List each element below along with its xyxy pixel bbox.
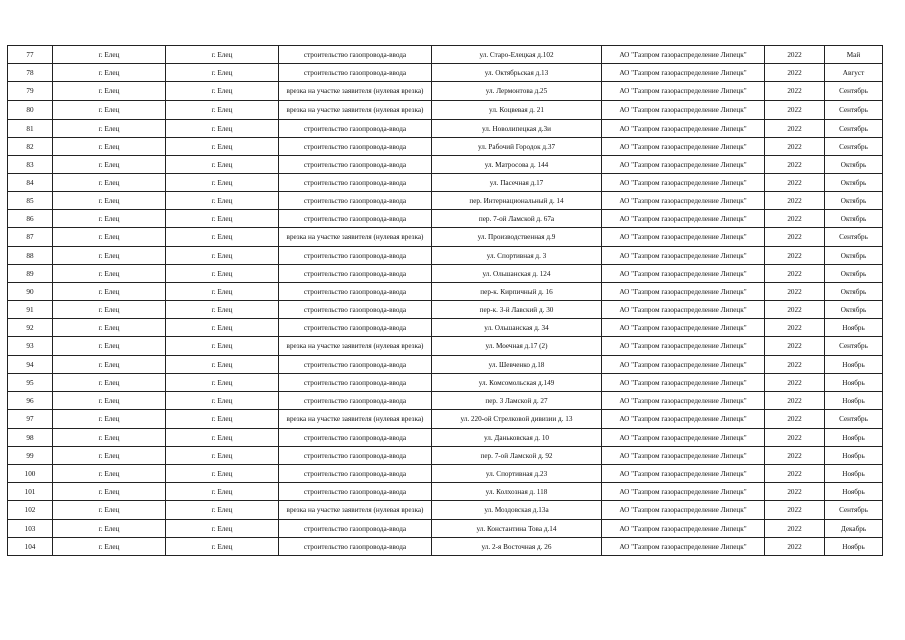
table-row [8, 356, 883, 374]
year-cell: 2022 [765, 156, 825, 174]
year-cell: 2022 [765, 192, 825, 210]
organization-cell: АО "Газпром газораспределение Липецк" [602, 283, 765, 301]
table-row [8, 120, 883, 138]
work-type-cell: строительство газопровода-ввода [279, 374, 432, 392]
table-row [8, 64, 883, 82]
row-number-cell: 78 [8, 64, 53, 82]
district-cell: г. Елец [53, 410, 166, 429]
month-cell: Ноябрь [825, 465, 883, 483]
organization-cell: АО "Газпром газораспределение Липецк" [602, 247, 765, 265]
address-cell: ул. Коцвевая д. 21 [432, 101, 602, 120]
table-row [8, 283, 883, 301]
address-cell: ул. Новолипецкая д.3и [432, 120, 602, 138]
locality-cell: г. Елец [166, 156, 279, 174]
work-type-cell: строительство газопровода-ввода [279, 520, 432, 538]
district-cell: г. Елец [53, 265, 166, 283]
organization-cell: АО "Газпром газораспределение Липецк" [602, 101, 765, 120]
address-cell: ул. Спортивная д. 3 [432, 247, 602, 265]
month-cell: Октябрь [825, 247, 883, 265]
address-cell: ул. Ольшанская д. 34 [432, 319, 602, 337]
work-type-cell: строительство газопровода-ввода [279, 265, 432, 283]
organization-cell: АО "Газпром газораспределение Липецк" [602, 210, 765, 228]
district-cell: г. Елец [53, 374, 166, 392]
table-row [8, 483, 883, 501]
month-cell: Ноябрь [825, 356, 883, 374]
work-type-cell: строительство газопровода-ввода [279, 538, 432, 556]
locality-cell: г. Елец [166, 392, 279, 410]
row-number-cell: 97 [8, 410, 53, 429]
address-cell: ул. Колхозная д. 118 [432, 483, 602, 501]
month-cell: Ноябрь [825, 483, 883, 501]
district-cell: г. Елец [53, 392, 166, 410]
year-cell: 2022 [765, 210, 825, 228]
month-cell: Ноябрь [825, 429, 883, 447]
year-cell: 2022 [765, 465, 825, 483]
locality-cell: г. Елец [166, 501, 279, 520]
address-cell: ул. 220-ой Стрелковой дивизии д. 13 [432, 410, 602, 429]
locality-cell: г. Елец [166, 247, 279, 265]
locality-cell: г. Елец [166, 228, 279, 247]
work-type-cell: строительство газопровода-ввода [279, 356, 432, 374]
year-cell: 2022 [765, 82, 825, 101]
address-cell: ул. Матросова д. 144 [432, 156, 602, 174]
year-cell: 2022 [765, 228, 825, 247]
organization-cell: АО "Газпром газораспределение Липецк" [602, 538, 765, 556]
district-cell: г. Елец [53, 283, 166, 301]
work-type-cell: строительство газопровода-ввода [279, 46, 432, 64]
year-cell: 2022 [765, 247, 825, 265]
address-cell: ул. Спортивная д.23 [432, 465, 602, 483]
year-cell: 2022 [765, 301, 825, 319]
address-cell: ул. Даньковская д. 10 [432, 429, 602, 447]
row-number-cell: 79 [8, 82, 53, 101]
table-row [8, 538, 883, 556]
organization-cell: АО "Газпром газораспределение Липецк" [602, 319, 765, 337]
table-row [8, 210, 883, 228]
table-row [8, 319, 883, 337]
table-row [8, 337, 883, 356]
row-number-cell: 99 [8, 447, 53, 465]
address-cell: ул. Производственная д.9 [432, 228, 602, 247]
work-type-cell: строительство газопровода-ввода [279, 138, 432, 156]
year-cell: 2022 [765, 138, 825, 156]
row-number-cell: 96 [8, 392, 53, 410]
address-cell: ул. Октябрьская д.13 [432, 64, 602, 82]
work-type-cell: врезка на участке заявителя (нулевая врезка) [279, 501, 432, 520]
address-cell: ул. Моздовская д.13а [432, 501, 602, 520]
organization-cell: АО "Газпром газораспределение Липецк" [602, 228, 765, 247]
locality-cell: г. Елец [166, 538, 279, 556]
works-table [7, 45, 883, 556]
locality-cell: г. Елец [166, 520, 279, 538]
year-cell: 2022 [765, 101, 825, 120]
district-cell: г. Елец [53, 156, 166, 174]
table-row [8, 228, 883, 247]
row-number-cell: 84 [8, 174, 53, 192]
locality-cell: г. Елец [166, 337, 279, 356]
locality-cell: г. Елец [166, 265, 279, 283]
year-cell: 2022 [765, 538, 825, 556]
work-type-cell: строительство газопровода-ввода [279, 247, 432, 265]
year-cell: 2022 [765, 356, 825, 374]
table-row [8, 410, 883, 429]
month-cell: Сентябрь [825, 410, 883, 429]
work-type-cell: строительство газопровода-ввода [279, 174, 432, 192]
work-type-cell: врезка на участке заявителя (нулевая врезка) [279, 101, 432, 120]
organization-cell: АО "Газпром газораспределение Липецк" [602, 410, 765, 429]
work-type-cell: строительство газопровода-ввода [279, 429, 432, 447]
row-number-cell: 80 [8, 101, 53, 120]
year-cell: 2022 [765, 501, 825, 520]
month-cell: Октябрь [825, 265, 883, 283]
locality-cell: г. Елец [166, 465, 279, 483]
row-number-cell: 88 [8, 247, 53, 265]
district-cell: г. Елец [53, 447, 166, 465]
year-cell: 2022 [765, 64, 825, 82]
organization-cell: АО "Газпром газораспределение Липецк" [602, 374, 765, 392]
table-row [8, 156, 883, 174]
address-cell: ул. Ольшанская д. 124 [432, 265, 602, 283]
year-cell: 2022 [765, 520, 825, 538]
district-cell: г. Елец [53, 64, 166, 82]
month-cell: Сентябрь [825, 501, 883, 520]
month-cell: Декабрь [825, 520, 883, 538]
table-row [8, 192, 883, 210]
month-cell: Сентябрь [825, 138, 883, 156]
year-cell: 2022 [765, 283, 825, 301]
organization-cell: АО "Газпром газораспределение Липецк" [602, 337, 765, 356]
month-cell: Ноябрь [825, 319, 883, 337]
locality-cell: г. Елец [166, 319, 279, 337]
district-cell: г. Елец [53, 192, 166, 210]
organization-cell: АО "Газпром газораспределение Липецк" [602, 301, 765, 319]
month-cell: Август [825, 64, 883, 82]
locality-cell: г. Елец [166, 429, 279, 447]
table-row [8, 82, 883, 101]
address-cell: ул. 2-я Восточная д. 26 [432, 538, 602, 556]
month-cell: Сентябрь [825, 101, 883, 120]
locality-cell: г. Елец [166, 138, 279, 156]
table-row [8, 46, 883, 64]
row-number-cell: 100 [8, 465, 53, 483]
table-body [8, 46, 883, 556]
year-cell: 2022 [765, 374, 825, 392]
row-number-cell: 93 [8, 337, 53, 356]
locality-cell: г. Елец [166, 120, 279, 138]
table-row [8, 101, 883, 120]
row-number-cell: 85 [8, 192, 53, 210]
month-cell: Октябрь [825, 210, 883, 228]
month-cell: Октябрь [825, 156, 883, 174]
address-cell: ул. Константина Това д.14 [432, 520, 602, 538]
district-cell: г. Елец [53, 501, 166, 520]
district-cell: г. Елец [53, 138, 166, 156]
year-cell: 2022 [765, 337, 825, 356]
work-type-cell: строительство газопровода-ввода [279, 64, 432, 82]
address-cell: пер. 3 Ламской д. 27 [432, 392, 602, 410]
month-cell: Октябрь [825, 283, 883, 301]
locality-cell: г. Елец [166, 174, 279, 192]
work-type-cell: строительство газопровода-ввода [279, 447, 432, 465]
year-cell: 2022 [765, 46, 825, 64]
month-cell: Май [825, 46, 883, 64]
address-cell: пер. 7-ой Ламской д. 67а [432, 210, 602, 228]
address-cell: ул. Старо-Елецкая д.102 [432, 46, 602, 64]
row-number-cell: 82 [8, 138, 53, 156]
row-number-cell: 101 [8, 483, 53, 501]
year-cell: 2022 [765, 174, 825, 192]
table-row [8, 501, 883, 520]
row-number-cell: 87 [8, 228, 53, 247]
work-type-cell: строительство газопровода-ввода [279, 283, 432, 301]
month-cell: Сентябрь [825, 82, 883, 101]
locality-cell: г. Елец [166, 447, 279, 465]
row-number-cell: 86 [8, 210, 53, 228]
organization-cell: АО "Газпром газораспределение Липецк" [602, 392, 765, 410]
year-cell: 2022 [765, 265, 825, 283]
organization-cell: АО "Газпром газораспределение Липецк" [602, 120, 765, 138]
locality-cell: г. Елец [166, 283, 279, 301]
locality-cell: г. Елец [166, 64, 279, 82]
district-cell: г. Елец [53, 82, 166, 101]
locality-cell: г. Елец [166, 82, 279, 101]
district-cell: г. Елец [53, 247, 166, 265]
table-row [8, 465, 883, 483]
organization-cell: АО "Газпром газораспределение Липецк" [602, 138, 765, 156]
table-row [8, 520, 883, 538]
address-cell: ул. Лермонтова д.25 [432, 82, 602, 101]
row-number-cell: 94 [8, 356, 53, 374]
address-cell: пер. 7-ой Ламской д. 92 [432, 447, 602, 465]
work-type-cell: строительство газопровода-ввода [279, 156, 432, 174]
organization-cell: АО "Газпром газораспределение Липецк" [602, 46, 765, 64]
row-number-cell: 102 [8, 501, 53, 520]
locality-cell: г. Елец [166, 301, 279, 319]
work-type-cell: строительство газопровода-ввода [279, 483, 432, 501]
month-cell: Сентябрь [825, 120, 883, 138]
locality-cell: г. Елец [166, 210, 279, 228]
year-cell: 2022 [765, 392, 825, 410]
organization-cell: АО "Газпром газораспределение Липецк" [602, 465, 765, 483]
address-cell: ул. Рабочий Городок д.37 [432, 138, 602, 156]
address-cell: ул. Моечная д.17 (2) [432, 337, 602, 356]
district-cell: г. Елец [53, 538, 166, 556]
organization-cell: АО "Газпром газораспределение Липецк" [602, 64, 765, 82]
row-number-cell: 95 [8, 374, 53, 392]
table-row [8, 374, 883, 392]
year-cell: 2022 [765, 319, 825, 337]
row-number-cell: 81 [8, 120, 53, 138]
district-cell: г. Елец [53, 301, 166, 319]
work-type-cell: строительство газопровода-ввода [279, 465, 432, 483]
work-type-cell: строительство газопровода-ввода [279, 192, 432, 210]
locality-cell: г. Елец [166, 356, 279, 374]
district-cell: г. Елец [53, 337, 166, 356]
row-number-cell: 77 [8, 46, 53, 64]
year-cell: 2022 [765, 483, 825, 501]
work-type-cell: врезка на участке заявителя (нулевая врезка) [279, 410, 432, 429]
organization-cell: АО "Газпром газораспределение Липецк" [602, 447, 765, 465]
district-cell: г. Елец [53, 228, 166, 247]
district-cell: г. Елец [53, 429, 166, 447]
month-cell: Ноябрь [825, 374, 883, 392]
row-number-cell: 92 [8, 319, 53, 337]
year-cell: 2022 [765, 447, 825, 465]
month-cell: Сентябрь [825, 337, 883, 356]
table-row [8, 265, 883, 283]
organization-cell: АО "Газпром газораспределение Липецк" [602, 265, 765, 283]
organization-cell: АО "Газпром газораспределение Липецк" [602, 82, 765, 101]
locality-cell: г. Елец [166, 410, 279, 429]
table-row [8, 174, 883, 192]
year-cell: 2022 [765, 120, 825, 138]
table-row [8, 447, 883, 465]
document-page [7, 45, 882, 556]
address-cell: ул. Комсомольская д.149 [432, 374, 602, 392]
year-cell: 2022 [765, 429, 825, 447]
district-cell: г. Елец [53, 356, 166, 374]
organization-cell: АО "Газпром газораспределение Липецк" [602, 156, 765, 174]
work-type-cell: строительство газопровода-ввода [279, 319, 432, 337]
district-cell: г. Елец [53, 46, 166, 64]
row-number-cell: 103 [8, 520, 53, 538]
year-cell: 2022 [765, 410, 825, 429]
month-cell: Октябрь [825, 192, 883, 210]
district-cell: г. Елец [53, 465, 166, 483]
locality-cell: г. Елец [166, 192, 279, 210]
district-cell: г. Елец [53, 520, 166, 538]
organization-cell: АО "Газпром газораспределение Липецк" [602, 520, 765, 538]
work-type-cell: строительство газопровода-ввода [279, 210, 432, 228]
table-row [8, 392, 883, 410]
table-row [8, 247, 883, 265]
address-cell: пер. Интернациональный д. 14 [432, 192, 602, 210]
row-number-cell: 83 [8, 156, 53, 174]
organization-cell: АО "Газпром газораспределение Липецк" [602, 174, 765, 192]
month-cell: Сентябрь [825, 228, 883, 247]
district-cell: г. Елец [53, 174, 166, 192]
organization-cell: АО "Газпром газораспределение Липецк" [602, 501, 765, 520]
organization-cell: АО "Газпром газораспределение Липецк" [602, 429, 765, 447]
row-number-cell: 98 [8, 429, 53, 447]
table-row [8, 301, 883, 319]
organization-cell: АО "Газпром газораспределение Липецк" [602, 192, 765, 210]
locality-cell: г. Елец [166, 101, 279, 120]
row-number-cell: 90 [8, 283, 53, 301]
month-cell: Ноябрь [825, 538, 883, 556]
month-cell: Ноябрь [825, 392, 883, 410]
locality-cell: г. Елец [166, 46, 279, 64]
month-cell: Октябрь [825, 174, 883, 192]
address-cell: ул. Пасечная д.17 [432, 174, 602, 192]
district-cell: г. Елец [53, 210, 166, 228]
locality-cell: г. Елец [166, 374, 279, 392]
organization-cell: АО "Газпром газораспределение Липецк" [602, 356, 765, 374]
row-number-cell: 91 [8, 301, 53, 319]
district-cell: г. Елец [53, 483, 166, 501]
district-cell: г. Елец [53, 120, 166, 138]
locality-cell: г. Елец [166, 483, 279, 501]
table-row [8, 429, 883, 447]
work-type-cell: врезка на участке заявителя (нулевая врезка) [279, 228, 432, 247]
organization-cell: АО "Газпром газораспределение Липецк" [602, 483, 765, 501]
address-cell: ул. Шевченко д.18 [432, 356, 602, 374]
month-cell: Октябрь [825, 301, 883, 319]
month-cell: Ноябрь [825, 447, 883, 465]
district-cell: г. Елец [53, 101, 166, 120]
address-cell: пер-к. 3-й Лавский д. 30 [432, 301, 602, 319]
district-cell: г. Елец [53, 319, 166, 337]
work-type-cell: врезка на участке заявителя (нулевая врезка) [279, 337, 432, 356]
work-type-cell: врезка на участке заявителя (нулевая врезка) [279, 82, 432, 101]
work-type-cell: строительство газопровода-ввода [279, 301, 432, 319]
address-cell: пер-к. Кирпичный д. 16 [432, 283, 602, 301]
row-number-cell: 89 [8, 265, 53, 283]
table-row [8, 138, 883, 156]
row-number-cell: 104 [8, 538, 53, 556]
work-type-cell: строительство газопровода-ввода [279, 120, 432, 138]
work-type-cell: строительство газопровода-ввода [279, 392, 432, 410]
